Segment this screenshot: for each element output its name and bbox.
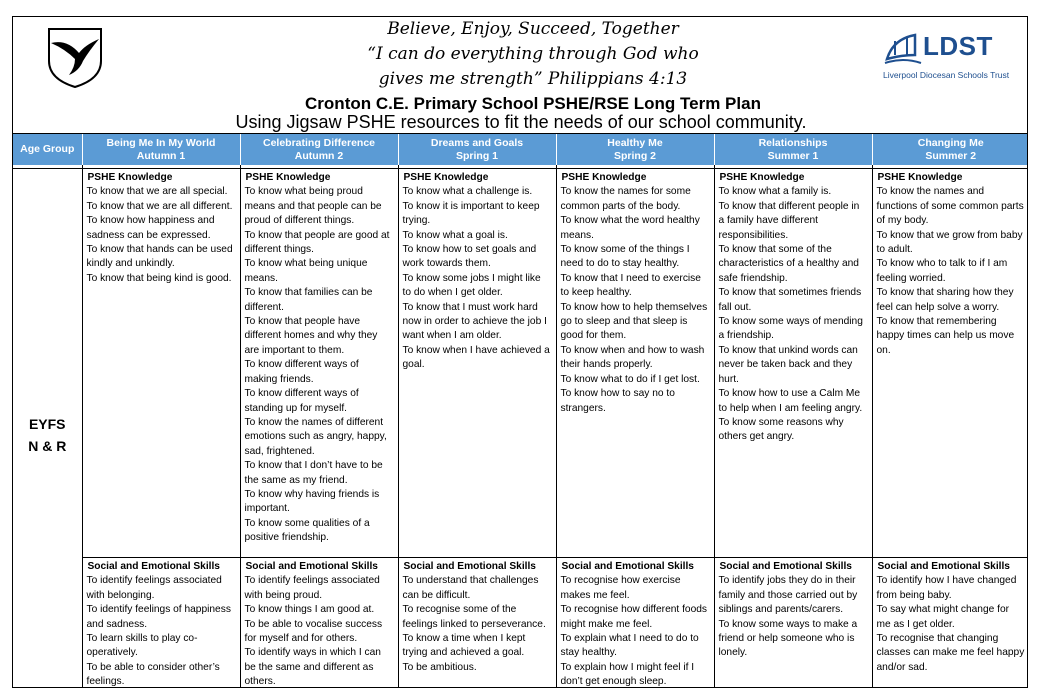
skills-title: Social and Emotional Skills (87, 561, 220, 572)
long-term-plan-page (12, 16, 1028, 688)
skill-item: To explain how I might feel if I don’t get enough sleep. (560, 661, 695, 688)
skill-item: To identify feelings associated with belonging. (86, 575, 222, 601)
skills-title: Social and Emotional Skills (719, 561, 852, 572)
knowledge-title: PSHE Knowledge (245, 172, 331, 183)
knowledge-item: To know that I need to exercise to keep healthy. (560, 272, 701, 299)
knowledge-row (13, 169, 1028, 558)
skill-item: To identify jobs they do in their family and those carried out by siblings and parents/carers. (718, 575, 858, 616)
knowledge-item: To know that some of the characteristics of a healthy and safe friendship. (718, 244, 859, 284)
knowledge-item: To know what a challenge is. (402, 186, 533, 198)
knowledge-item: To know that hands can be used kindly and unkindly. (86, 244, 233, 270)
knowledge-item: To know that sometimes friends fall out. (718, 287, 862, 313)
knowledge-item: To know that we are all different. (86, 200, 233, 212)
knowledge-item: To know how to set goals and work towards them. (402, 244, 537, 270)
skills-cell (240, 558, 398, 689)
knowledge-item: To know that being kind is good. (86, 272, 232, 284)
skills-cell (398, 558, 556, 689)
knowledge-title: PSHE Knowledge (403, 172, 489, 183)
column-term: Autumn 1 (136, 149, 186, 162)
skills-cell (872, 558, 1028, 689)
knowledge-cell (556, 169, 714, 558)
skill-item: To be able to vocalise success for myself and for others. (244, 618, 383, 645)
skill-item: To say what might change for me as I get older. (876, 604, 1010, 630)
knowledge-item: To know some reasons why others get angry. (718, 416, 844, 443)
knowledge-item: To know some ways of mending a friendship. (718, 316, 863, 342)
column-term: Summer 2 (925, 149, 977, 162)
knowledge-item: To know that families can be different. (244, 287, 373, 313)
knowledge-item: To know some qualities of a positive friendship. (244, 517, 370, 544)
skill-item: To be ambitious. (402, 661, 477, 673)
skill-item: To identify feelings associated with being proud. (244, 575, 380, 601)
knowledge-cell (398, 169, 556, 558)
knowledge-item: To know that we grow from baby to adult. (876, 229, 1023, 256)
knowledge-item: To know that we are all special. (86, 186, 228, 198)
ldst-logo-name: LDST (923, 31, 993, 61)
knowledge-title: PSHE Knowledge (877, 172, 963, 183)
knowledge-item: To know what being unique means. (244, 258, 368, 284)
knowledge-item: To know when I have achieved a goal. (402, 344, 550, 371)
knowledge-item: To know the names of different emotions such as angry, happy, sad, frightened. (244, 416, 387, 457)
column-theme: Dreams and Goals (430, 136, 524, 149)
knowledge-item: To know why having friends is important. (244, 488, 380, 515)
skill-item: To know some ways to make a friend or help someone who is lonely. (718, 618, 858, 659)
knowledge-cell (82, 169, 240, 558)
ldst-logo (883, 29, 1013, 80)
skill-item: To know things I am good at. (244, 604, 375, 616)
knowledge-title: PSHE Knowledge (87, 172, 173, 183)
column-theme: Celebrating Difference (262, 136, 376, 149)
knowledge-item: To know that people are good at different things. (244, 229, 390, 256)
motto-line-2: “I can do everything through God who (367, 44, 699, 64)
motto-line-3: gives me strength” Philippians 4:13 (378, 69, 688, 89)
plan-table (13, 134, 1028, 688)
knowledge-item: To know different ways of standing up for myself. (244, 388, 359, 414)
skill-item: To identify feelings of happiness and sadness. (86, 604, 231, 630)
skill-item: To be able to consider other’s feelings. (86, 661, 220, 688)
knowledge-item: To know when and how to wash their hands properly. (560, 344, 705, 371)
skills-title: Social and Emotional Skills (877, 561, 1010, 572)
knowledge-title: PSHE Knowledge (561, 172, 647, 183)
skill-item: To recognise that changing classes can make me feel happy and/or sad. (876, 633, 1025, 673)
knowledge-item: To know some of the things I need to do to stay healthy. (560, 244, 690, 270)
knowledge-item: To know what the word healthy means. (560, 215, 700, 241)
knowledge-item: To know different ways of making friends. (244, 359, 359, 385)
knowledge-item: To know that unkind words can never be taken back and they hurt. (718, 344, 858, 385)
knowledge-item: To know that sharing how they feel can help solve a worry. (876, 287, 1014, 313)
knowledge-cell (872, 169, 1028, 558)
skill-item: To know a time when I kept trying and achieved a goal. (402, 633, 526, 659)
page-title: Cronton C.E. Primary School PSHE/RSE Long Term Plan (305, 94, 761, 113)
knowledge-item: To know what being proud means and that people can be proud of different things. (244, 186, 382, 227)
column-header (872, 134, 1028, 165)
skill-item: To identify ways in which I can be the same and different as others. (244, 647, 381, 688)
knowledge-cell (714, 169, 872, 558)
skills-cell (556, 558, 714, 689)
column-term: Spring 1 (455, 149, 498, 162)
knowledge-item: To know what a goal is. (402, 229, 508, 241)
skill-item: To recognise some of the feelings linked to perseverance. (402, 604, 546, 630)
knowledge-item: To know that I don’t have to be the same as my friend. (244, 460, 383, 486)
knowledge-item: To know what a family is. (718, 186, 832, 198)
age-group-line-1: EYFS (28, 416, 66, 433)
skills-row (13, 558, 1028, 689)
knowledge-item: To know how happiness and sadness can be expressed. (86, 215, 215, 241)
page-header (13, 17, 1027, 134)
column-theme: Being Me In My World (106, 136, 216, 149)
column-term: Spring 2 (613, 149, 656, 162)
column-header (82, 134, 240, 165)
column-header (398, 134, 556, 165)
column-theme: Relationships (758, 136, 828, 149)
skills-cell (714, 558, 872, 689)
column-term: Autumn 2 (294, 149, 344, 162)
skill-item: To identify how I have changed from being baby. (876, 575, 1017, 601)
knowledge-item: To know how to use a Calm Me to help when I am feeling angry. (718, 388, 863, 414)
knowledge-item: To know the names and functions of some common parts of my body. (876, 186, 1024, 227)
column-term: Summer 1 (767, 149, 819, 162)
page-subtitle: Using Jigsaw PSHE resources to fit the needs of our school community. (235, 112, 807, 132)
ldst-cross-icon (883, 29, 923, 69)
skills-title: Social and Emotional Skills (403, 561, 536, 572)
knowledge-item: To know who to talk to if I am feeling worried. (876, 258, 1008, 284)
knowledge-item: To know some jobs I might like to do when I get older. (402, 272, 541, 299)
knowledge-item: To know that I must work hard now in order to achieve the job I want when I am older. (402, 301, 547, 342)
skill-item: To explain what I need to do to stay healthy. (560, 633, 699, 659)
skills-title: Social and Emotional Skills (245, 561, 378, 572)
bird-crest-icon (45, 25, 105, 89)
knowledge-item: To know that people have different homes and why they are important to them. (244, 316, 378, 356)
ldst-logo-subtitle: Liverpool Diocesan Schools Trust (883, 70, 1010, 80)
skill-item: To understand that challenges can be difficult. (402, 575, 539, 601)
knowledge-item: To know how to say no to strangers. (560, 388, 675, 414)
knowledge-item: To know what to do if I get lost. (560, 373, 700, 385)
skills-title: Social and Emotional Skills (561, 561, 694, 572)
skill-item: To recognise how exercise makes me feel. (560, 575, 681, 601)
motto-line-1: Believe, Enjoy, Succeed, Together (387, 19, 679, 39)
header-text (213, 17, 853, 114)
column-theme: Changing Me (917, 136, 984, 149)
knowledge-cell (240, 169, 398, 558)
skill-item: To recognise how different foods might make me feel. (560, 604, 707, 630)
skill-item: To learn skills to play co-operatively. (86, 633, 198, 659)
header-row (13, 134, 1028, 165)
column-header (240, 134, 398, 165)
age-group-cell (13, 169, 82, 689)
column-theme: Healthy Me (607, 136, 663, 149)
age-group-header: Age Group (13, 134, 82, 165)
skills-cell (82, 558, 240, 689)
knowledge-item: To know that remembering happy times can help us move on. (876, 316, 1015, 356)
column-header (714, 134, 872, 165)
knowledge-item: To know the names for some common parts of the body. (560, 186, 691, 212)
knowledge-title: PSHE Knowledge (719, 172, 805, 183)
knowledge-item: To know how to help themselves go to sleep and that sleep is good for them. (560, 301, 708, 342)
column-header (556, 134, 714, 165)
knowledge-item: To know it is important to keep trying. (402, 200, 540, 227)
age-group-line-2: N & R (28, 438, 67, 455)
knowledge-item: To know that different people in a family have different responsibilities. (718, 200, 860, 241)
